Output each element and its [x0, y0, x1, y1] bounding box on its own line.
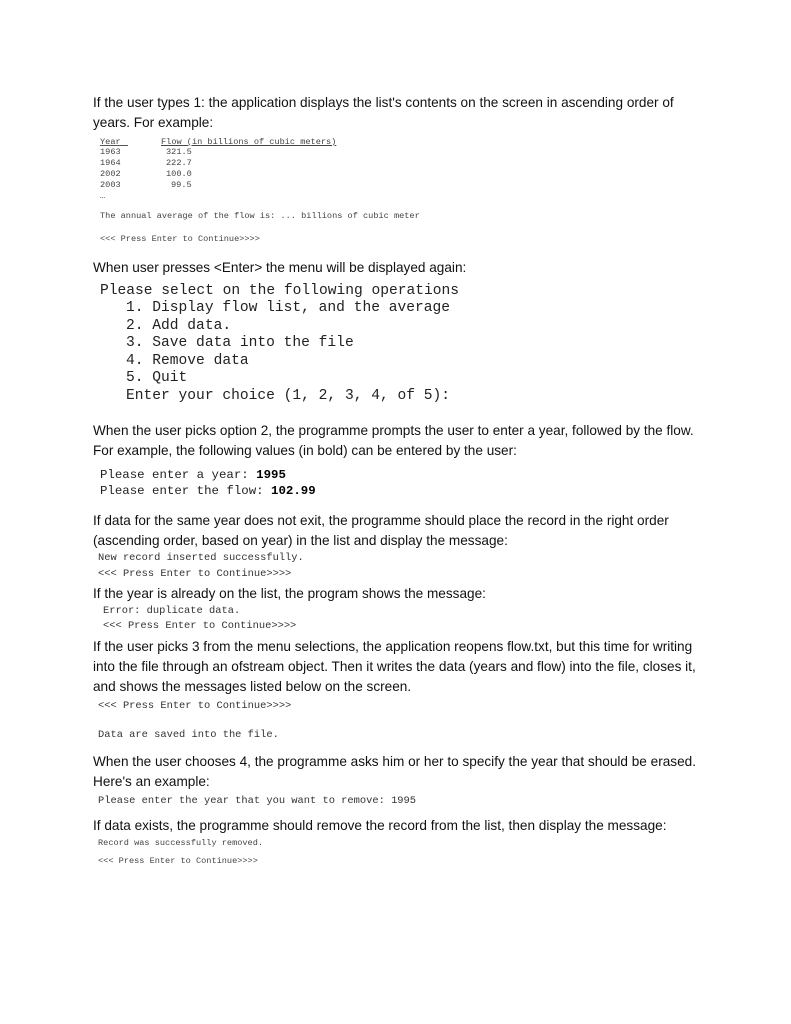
paragraph-option-4: When the user chooses 4, the programme asks him or her to specify the year that should be erased. Here's an example:	[93, 754, 696, 789]
menu-item: 4. Remove data	[126, 353, 249, 369]
paragraph-record-removed: If data exists, the programme should remove the record from the list, then display the message:	[93, 818, 667, 833]
input-year-value: 1995	[256, 468, 286, 482]
continue-prompt: <<< Press Enter to Continue>>>>	[100, 234, 260, 244]
continue-prompt: <<< Press Enter to Continue>>>>	[103, 620, 297, 632]
message-duplicate: Error: duplicate data.	[103, 605, 241, 617]
message-saved: Data are saved into the file.	[98, 729, 279, 741]
menu-title: Please select on the following operations	[100, 283, 460, 299]
table-row-year: 1964	[100, 158, 121, 168]
input-flow-value: 102.99	[271, 484, 316, 498]
menu-item: 3. Save data into the file	[126, 335, 354, 351]
input-flow-label: Please enter the flow:	[100, 484, 272, 498]
paragraph-option-3: If the user picks 3 from the menu selections, the application reopens flow.txt, but this time for writing into the file through an ofstream object. Then it writes the data (years and flow) into the file, closes it, and shows the messages listed below on the screen.	[93, 639, 696, 694]
remove-prompt: Please enter the year that you want to remove: 1995	[98, 795, 417, 807]
paragraph-insert-record: If data for the same year does not exit, the programme should place the record in the right order (ascending order, based on year) in the list and display the message:	[93, 513, 669, 548]
table-header-flow: Flow (in billions of cubic meters)	[161, 137, 337, 147]
table-row-flow: 222.7	[166, 158, 192, 168]
table-ellipsis: …	[100, 191, 106, 201]
header-divider	[100, 145, 128, 146]
continue-prompt: <<< Press Enter to Continue>>>>	[98, 700, 292, 712]
menu-prompt: Enter your choice (1, 2, 3, 4, of 5):	[126, 388, 451, 404]
menu-item: 1. Display flow list, and the average	[126, 300, 451, 316]
input-flow-line	[100, 483, 316, 499]
table-row-year: 2002	[100, 169, 121, 179]
message-removed: Record was successfully removed.	[98, 838, 264, 848]
paragraph-option-2: When the user picks option 2, the programme prompts the user to enter a year, followed by the flow. For example, the following values (in bold) can be entered by the user:	[93, 423, 694, 458]
message-inserted: New record inserted successfully.	[98, 552, 304, 564]
table-row-flow: 99.5	[171, 180, 192, 190]
average-line: The annual average of the flow is: ... billions of cubic meter	[100, 211, 420, 221]
paragraph-menu-again: When user presses <Enter> the menu will be displayed again:	[93, 260, 467, 275]
menu-item: 2. Add data.	[126, 318, 232, 334]
table-row-flow: 100.0	[166, 169, 192, 179]
continue-prompt: <<< Press Enter to Continue>>>>	[98, 856, 258, 866]
menu-item: 5. Quit	[126, 370, 188, 386]
paragraph-option-1: If the user types 1: the application displays the list's contents on the screen in ascending order of years. For example:	[93, 95, 674, 130]
table-header-year: Year	[100, 137, 121, 147]
table-row-year: 1963	[100, 147, 121, 157]
table-row-flow: 321.5	[166, 147, 192, 157]
paragraph-duplicate: If the year is already on the list, the program shows the message:	[93, 586, 486, 601]
table-row-year: 2003	[100, 180, 121, 190]
input-year-label: Please enter a year:	[100, 468, 257, 482]
input-year-line	[100, 467, 286, 483]
continue-prompt: <<< Press Enter to Continue>>>>	[98, 568, 292, 580]
